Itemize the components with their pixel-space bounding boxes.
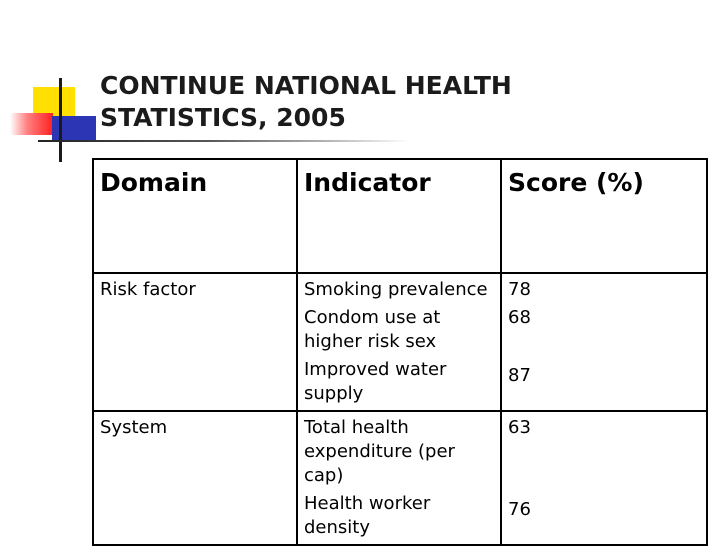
header-score: Score (%) [501, 159, 707, 273]
header-domain: Domain [93, 159, 297, 273]
score-value: 78 [508, 279, 531, 300]
indicator-cell [297, 411, 501, 545]
indicator-item: Improved water supply [304, 359, 447, 404]
indicator-item: Health worker density [304, 493, 431, 538]
slide-title-line-1: CONTINUE NATIONAL HEALTH [100, 71, 512, 100]
indicator-cell [297, 273, 501, 411]
score-cell [501, 273, 707, 411]
score-value: 76 [508, 499, 531, 520]
score-value: 87 [508, 365, 531, 386]
slide-title-line-2: STATISTICS, 2005 [100, 103, 346, 132]
domain-cell: System [93, 411, 297, 545]
domain-cell: Risk factor [93, 273, 297, 411]
score-value: 63 [508, 417, 531, 438]
decor-red-bar [10, 113, 53, 135]
decor-vertical-line [59, 78, 62, 162]
table-header-row [93, 159, 707, 273]
indicator-item: Total health expenditure (per cap) [304, 417, 455, 486]
slide-title [100, 70, 660, 134]
health-statistics-table [92, 158, 708, 546]
table-row [93, 411, 707, 545]
indicator-item: Condom use at higher risk sex [304, 307, 441, 352]
score-cell [501, 411, 707, 545]
header-indicator: Indicator [297, 159, 501, 273]
table-row [93, 273, 707, 411]
indicator-item: Smoking prevalence [304, 279, 488, 300]
title-underline [38, 140, 410, 142]
score-value: 68 [508, 307, 531, 328]
